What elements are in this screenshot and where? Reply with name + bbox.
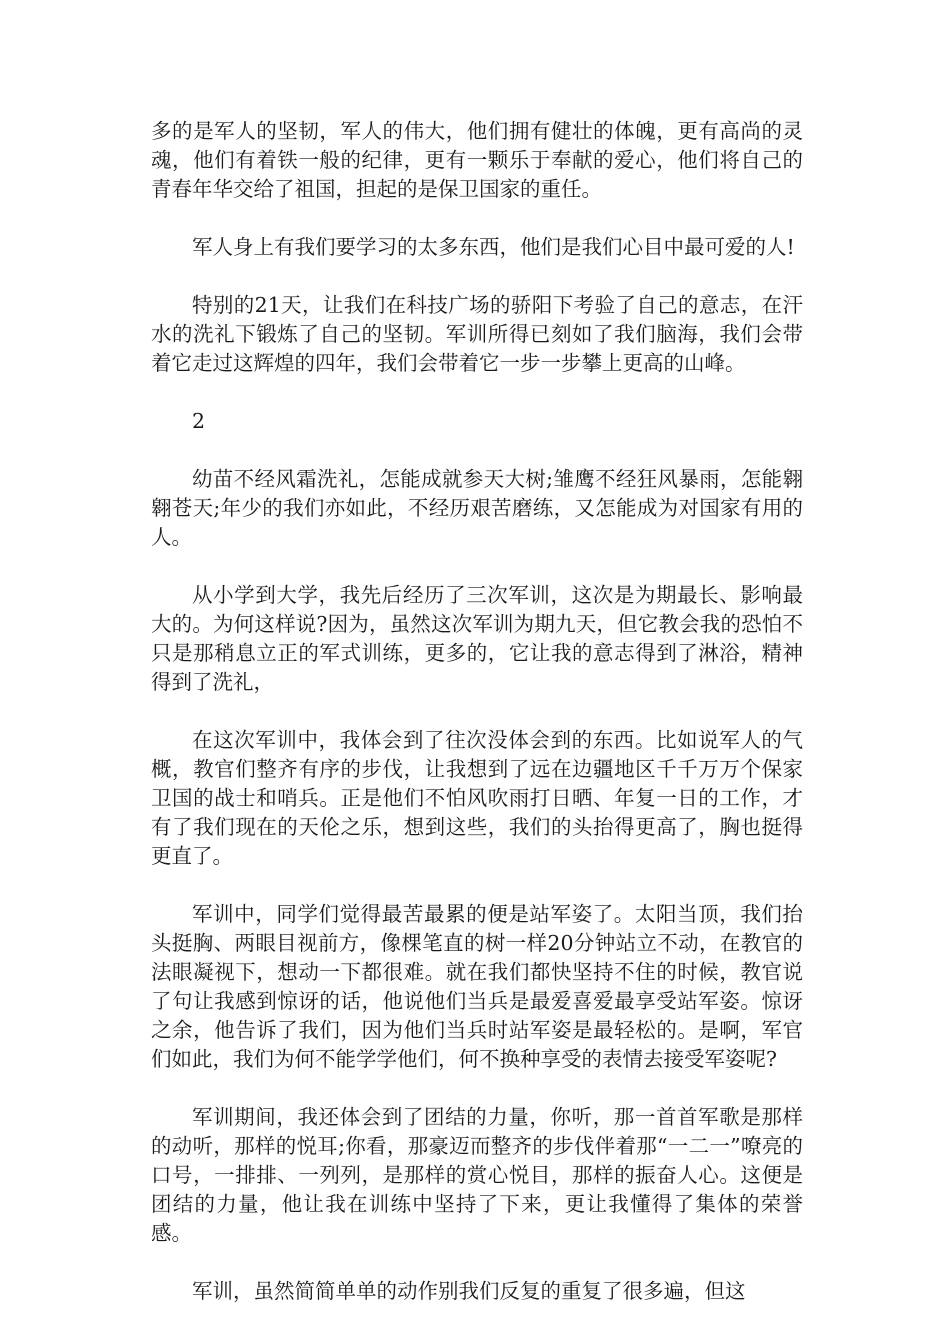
paragraph: 幼苗不经风霜洗礼，怎能成就参天大树;雏鹰不经狂风暴雨，怎能翱翱苍天;年少的我们亦如此，不经历艰苦磨练，又怎能成为对国家有用的人。 xyxy=(151,467,803,549)
paragraph: 特别的21天，让我们在科技广场的骄阳下考验了自己的意志，在汗水的洗礼下锻炼了自己的坚韧。军训所得已刻如了我们脑海，我们会带着它走过这辉煌的四年，我们会带着它一步一步攀上更高的山峰。 xyxy=(151,293,803,375)
paragraph: 军训中，同学们觉得最苦最累的便是站军姿了。太阳当顶，我们抬头挺胸、两眼目视前方，像棵笔直的树一样20分钟站立不动，在教官的法眼凝视下，想动一下都很难。就在我们都快坚持不住的时候，教官说了句让我感到惊讶的话，他说他们当兵是最爱喜爱最享受站军姿。惊讶之余，他告诉了我们，因为他们当兵时站军姿是最轻松的。是啊，军官们如此，我们为何不能学学他们，何不换种享受的表情去接受军姿呢? xyxy=(151,902,803,1071)
paragraph: 从小学到大学，我先后经历了三次军训，这次是为期最长、影响最大的。为何这样说?因为，虽然这次军训为期九天，但它教会我的恐怕不只是那稍息立正的军式训练，更多的，它让我的意志得到了淋浴，精神得到了洗礼， xyxy=(151,583,803,694)
paragraph: 军训，虽然简简单单的动作别我们反复的重复了很多遍，但这 xyxy=(192,1279,746,1303)
paragraph: 军训期间，我还体会到了团结的力量，你听，那一首首军歌是那样的动听，那样的悦耳;你看，那豪迈而整齐的步伐伴着那“一二一”嘹亮的口号，一排排、一列列，是那样的赏心悦目，那样的振奋人心。这便是团结的力量，他让我在训练中坚持了下来，更让我懂得了集体的荣誉感。 xyxy=(151,1105,803,1245)
paragraph: 军人身上有我们要学习的太多东西，他们是我们心目中最可爱的人! xyxy=(192,235,795,259)
paragraph: 在这次军训中，我体会到了往次没体会到的东西。比如说军人的气概，教官们整齐有序的步伐，让我想到了远在边疆地区千千万万个保家卫国的战士和哨兵。正是他们不怕风吹雨打日晒、年复一日的工作，才有了我们现在的天伦之乐，想到这些，我们的头抬得更高了，胸也挺得更直了。 xyxy=(151,728,803,868)
document-page xyxy=(151,117,803,1335)
paragraph: 多的是军人的坚韧，军人的伟大，他们拥有健壮的体魄，更有高尚的灵魂，他们有着铁一般的纪律，更有一颗乐于奉献的爱心，他们将自己的青春年华交给了祖国，担起的是保卫国家的重任。 xyxy=(151,119,803,201)
section-number: 2 xyxy=(192,409,206,433)
